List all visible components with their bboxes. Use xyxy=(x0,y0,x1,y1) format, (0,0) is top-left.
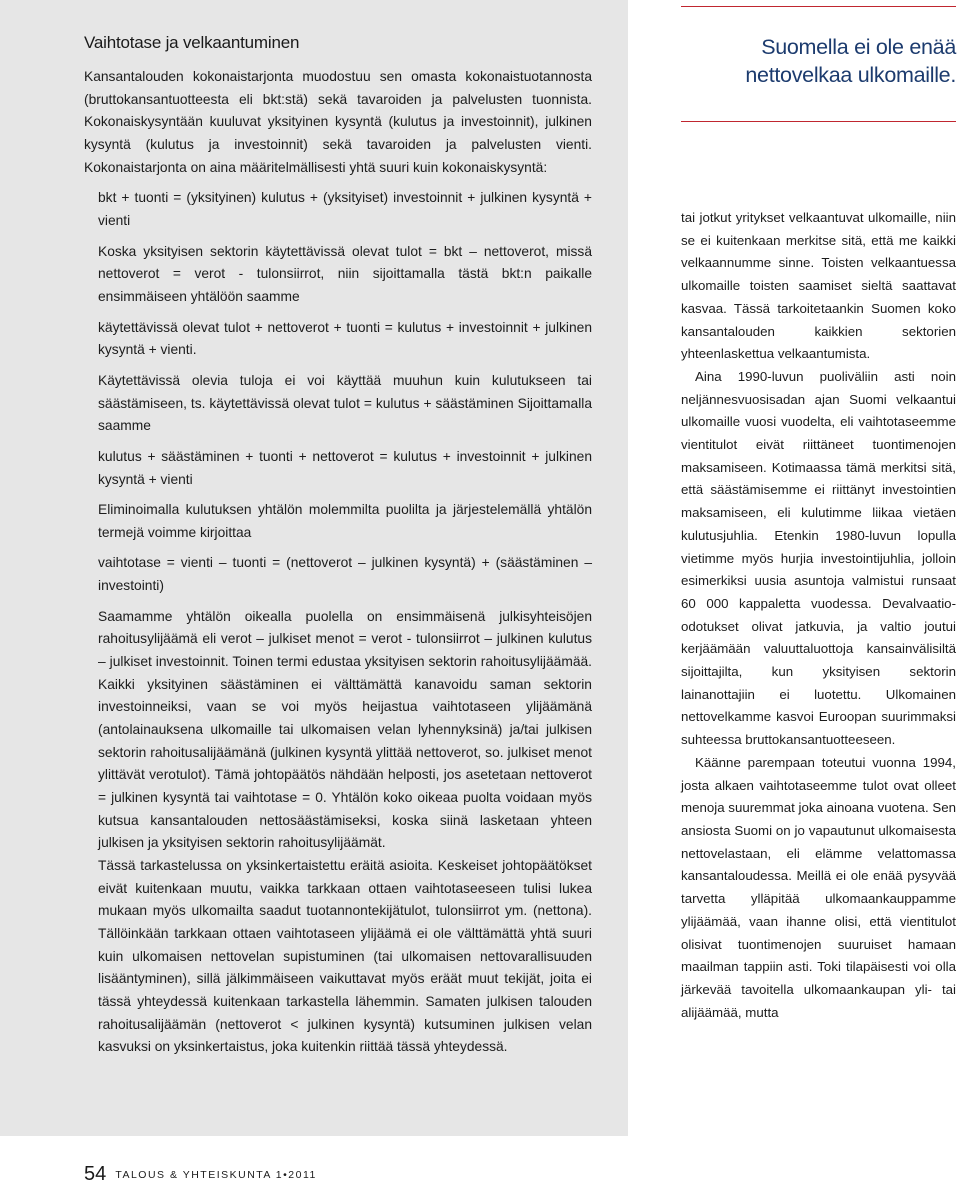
box-paragraph: Tässä tarkastelussa on yksinkertaistettu eräitä asioita. Keskeiset johtopäätökset eivät kuitenkaan muutu, vaikka tarkkaan ottaen vaihtotaseeseen tulisi lukea mukaan myös ulkomailta saadut tuotannontekijätulot, tulonsiirrot ym. (nettona). Tällöinkään tarkkaan ottaen vaihtotaseen ylijäämä ei ole välttämättä yhtä suuri kuin ulkomaisen nettovelan supistuminen (tai ulkomaisen nettovarallisuuden lisääntyminen), sillä jälkimmäiseen vaikuttavat myös eräät muut tekijät, joita ei tässä yhteydessä kuitenkaan tarkastella lähemmin. Samaten julkisen talouden rahoitusalijäämän (nettoverot < julkinen kysyntä) kutsuminen julkisen velan kasvuksi on yksinkertaistus, joka kuitenkin riittää tässä yhteydessä. xyxy=(98,858,592,1055)
article-column xyxy=(681,207,956,1024)
box-body xyxy=(84,66,592,1059)
box-paragraph: Käytettävissä olevia tuloja ei voi käyttää muuhun kuin kulutukseen tai säästämiseen, ts. käytettävissä olevat tulot = kulutus + säästäminen Sijoittamalla saamme xyxy=(98,372,592,434)
top-rule xyxy=(681,6,956,7)
box-paragraph: Kansantalouden kokonaistarjonta muodostuu sen omasta kokonaistuotannosta (bruttokansantuotteesta eli bkt:stä) sekä tavaroiden ja palvelusten tuonnista. Kokonaiskysyntään kuuluvat yksityinen kysyntä (kulutus ja investoinnit), julkinen kysyntä (kulutus ja investoinnit) sekä tavaroiden ja palvelusten vienti. Kokonaistarjonta on aina määritelmällisesti yhtä suuri kuin kokonaiskysyntä: xyxy=(84,69,592,175)
article-paragraph: Käänne parempaan toteutui vuonna 1994, josta alkaen vaihtotaseemme tulot ovat olleet menoja suuremmat joka ainoana vuotena. Sen ansiosta Suomi on jo vapautunut ulkomaisesta nettovelastaan, eli elämme velattomassa kansantaloudessa. Meillä ei ole enää pysyvää tarvetta ylläpitää ulkomaankauppamme ylijäämää, vaan ihanne olisi, että vientitulot olisivat tuontimenojen suuruiset hamaan maailman tappiin asti. Toki tilapäisesti voi olla järkevää tavoitella ulkomaankaupan yli- tai alijäämää, mutta xyxy=(681,754,956,1020)
article-paragraph: Aina 1990-luvun puoliväliin asti noin neljännesvuosisadan ajan Suomi velkaantui ulkomaille vuosi vuodelta, eli vaihtotaseemme vientitulot eivät riittäneet tuontimenojen maksamiseen. Kotimaassa tämä merkitsi sitä, että säästämisemme ei riittänyt investointien maksamiseen, eli kulutimme liikaa vietäen kulutusjuhlia. Etenkin 1980-luvun lopulla vietimme myös hurjia investointijuhlia, jolloin esimerkiksi uusia asuntoja valmistui runsaat 60 000 kappaletta vuodessa. Devalvaatio-odotukset olivat jatkuvia, ja valtio joutui kerjäämään valuuttaluottoja kansainvälisiltä sijoittajilta, kun yksityisen sektorin lainanottajiin ei luotettu. Ulkomainen nettovelkamme kasvoi Euroopan suurimmaksi suhteessa bruttokansantuotteeseen. xyxy=(681,368,956,748)
pull-quote: Suomella ei ole enää nettovelkaa ulkomaille. xyxy=(745,35,956,87)
magazine-name: TALOUS & YHTEISKUNTA 1•2011 xyxy=(115,1169,317,1181)
pull-quote-rule xyxy=(681,121,956,122)
page-number: 54 xyxy=(84,1163,107,1185)
box-title: Vaihtotase ja velkaantuminen xyxy=(84,33,300,52)
box-paragraph: Koska yksityisen sektorin käytettävissä olevat tulot = bkt – nettoverot, missä nettoverot = verot - tulonsiirrot, niin sijoittamalla tästä bkt:n paikalle ensimmäiseen yhtälöön saamme xyxy=(98,243,592,304)
box-paragraph: Saamamme yhtälön oikealla puolella on ensimmäisenä julkisyhteisöjen rahoitusylijäämä eli verot – julkiset menot = verot - tulonsiirrot – julkinen kulutus – julkiset investoinnit. Toinen termi edustaa yksityisen sektorin rahoitusylijäämää. Kaikki yksityinen säästäminen ei välttämättä kanavoidu saman sektorin investoinneiksi, vaan se voi myös heijastua vaihtotaseen ylijäämänä (antolainauksena ulkomaille tai ulkomaisen velan lyhennyksinä) ja/tai julkisen sektorin rahoitusalijäämänä (julkinen kysyntä ylittää nettoverot, so. julkiset menot ylittävät verotulot). Tämä johtopäätös nähdään helposti, jos asetetaan nettoverot = julkinen kysyntä tai vaihtotase = 0. Yhtälön koko oikeaa puolta voidaan myös kutsua kansantalouden nettosäästämiseksi, koska siinä lasketaan yhteen julkisen ja yksityisen sektorin rahoitusylijäämät. xyxy=(98,608,592,851)
box-paragraph: bkt + tuonti = (yksityinen) kulutus + (yksityiset) investoinnit + julkinen kysyntä + vienti xyxy=(98,190,592,228)
page-footer xyxy=(84,1163,317,1186)
article-paragraph: tai jotkut yritykset velkaantuvat ulkomaille, niin se ei kuitenkaan merkitse sitä, että me kaikki velkaannumme sinne. Toisten velkaantuessa ulkomaille toisten saamiset sieltä saattavat kasvaa. Tässä tarkoitetaankin Suomen koko kansantalouden kaikkien sektorien yhteenlaskettua velkaantumista. xyxy=(681,210,956,362)
box-paragraph: kulutus + säästäminen + tuonti + nettoverot = kulutus + investoinnit + julkinen kysyntä + vienti xyxy=(98,448,592,487)
box-paragraph: vaihtotase = vienti – tuonti = (nettoverot – julkinen kysyntä) + (säästäminen – investointi) xyxy=(98,555,592,594)
box-paragraph: käytettävissä olevat tulot + nettoverot + tuonti = kulutus + investoinnit + julkinen kysyntä + vienti. xyxy=(98,319,592,358)
box-paragraph: Eliminoimalla kulutuksen yhtälön molemmilta puolilta ja järjestelemällä yhtälön termejä voimme kirjoittaa xyxy=(98,502,592,540)
